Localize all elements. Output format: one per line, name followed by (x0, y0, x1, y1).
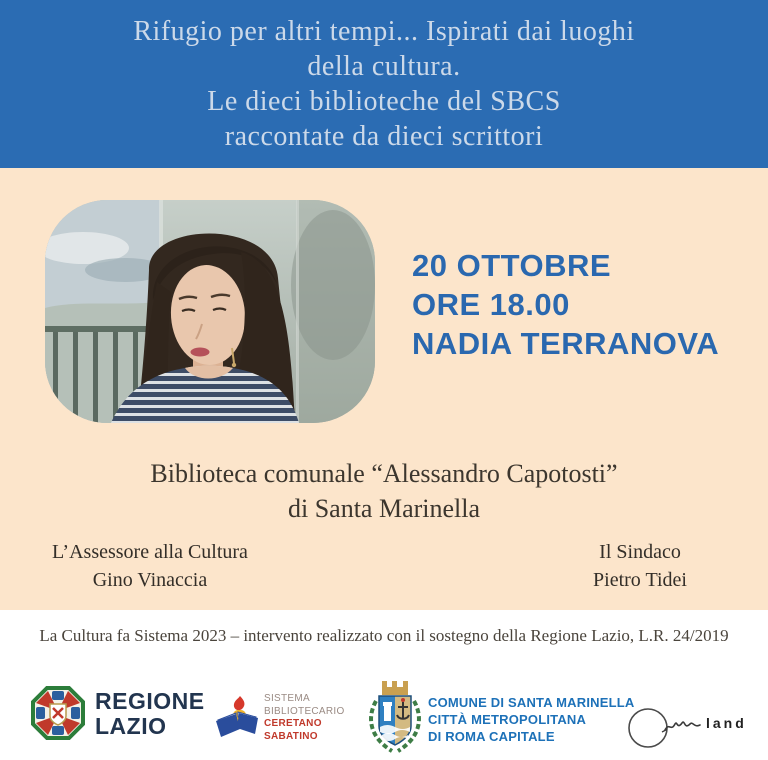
partner-wordmark: land (706, 715, 747, 731)
header-banner (0, 0, 768, 168)
official-sindaco (530, 538, 750, 594)
official-name: Gino Vinaccia (92, 569, 208, 591)
venue-line-1: Biblioteca comunale “Alessandro Capotosti” (150, 459, 618, 488)
main-section (0, 168, 768, 610)
event-time: ORE 18.00 (412, 287, 570, 322)
official-role: L’Assessore alla Cultura (52, 541, 248, 563)
event-author: NADIA TERRANOVA (412, 326, 720, 361)
event-date: 20 OTTOBRE (412, 248, 612, 283)
official-assessore (25, 538, 275, 594)
footer (0, 610, 768, 760)
title-line-4: raccontate da dieci scrittori (224, 121, 544, 152)
poster-title (133, 14, 634, 154)
venue (0, 456, 768, 526)
partner-script-logo-icon (624, 702, 708, 753)
sistema-bibliotecario-label: SISTEMA BIBLIOTECARIO CERETANO SABATINO (264, 693, 345, 742)
sistema-bibliotecario-book-icon (213, 694, 261, 749)
official-name: Pietro Tidei (593, 569, 687, 591)
portrait-illustration (45, 200, 375, 423)
venue-line-2: di Santa Marinella (287, 494, 481, 523)
title-line-1: Rifugio per altri tempi... Ispirati dai luoghi (133, 16, 635, 47)
regione-lazio-label: REGIONE LAZIO (95, 688, 205, 739)
comune-santa-marinella-label: COMUNE DI SANTA MARINELLA CITTÀ METROPOLITANA DI ROMA CAPITALE (428, 695, 635, 744)
regione-lazio-emblem-icon (30, 685, 86, 746)
event-info (412, 246, 719, 363)
credit-line: La Cultura fa Sistema 2023 – intervento realizzato con il sostegno della Regione Lazio, L.R. 24/2019 (39, 626, 729, 645)
author-photo (45, 200, 375, 423)
comune-santa-marinella-crest-icon (366, 677, 424, 760)
title-line-3: Le dieci biblioteche del SBCS (207, 86, 561, 117)
title-line-2: della cultura. (307, 51, 461, 82)
official-role: Il Sindaco (599, 541, 681, 563)
